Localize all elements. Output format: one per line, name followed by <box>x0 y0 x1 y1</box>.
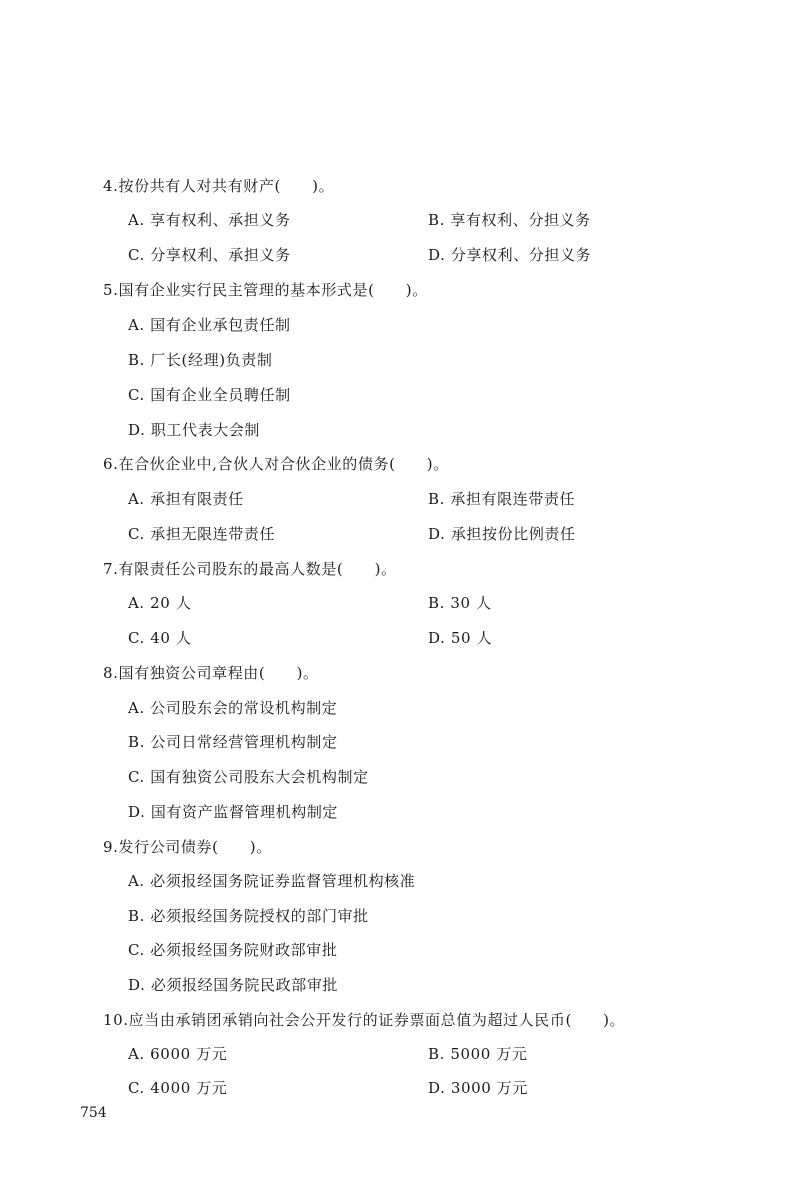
question-10-stem: 10.应当由承销团承销向社会公开发行的证券票面总值为超过人民币( )。 <box>103 1011 626 1029</box>
question-9-option-a: A. 必须报经国务院证券监督管理机构核准 <box>128 872 416 890</box>
question-8-option-d: D. 国有资产监督管理机构制定 <box>128 803 339 821</box>
question-6-stem: 6.在合伙企业中,合伙人对合伙企业的债务( )。 <box>103 455 449 473</box>
question-9-option-b: B. 必须报经国务院授权的部门审批 <box>128 907 369 925</box>
question-6-option-d: D. 承担按份比例责任 <box>428 525 576 543</box>
question-7-stem: 7.有限责任公司股东的最高人数是( )。 <box>103 560 397 578</box>
question-9-option-d: D. 必须报经国务院民政部审批 <box>128 976 339 994</box>
question-6-option-a: A. 承担有限责任 <box>128 490 244 508</box>
question-5-option-b: B. 厂长(经理)负责制 <box>128 351 273 369</box>
question-8-option-a: A. 公司股东会的常设机构制定 <box>128 699 338 717</box>
question-10-option-b: B. 5000 万元 <box>428 1045 528 1063</box>
question-7-option-c: C. 40 人 <box>128 629 192 647</box>
question-9-stem: 9.发行公司债券( )。 <box>103 838 272 856</box>
question-10-option-d: D. 3000 万元 <box>428 1079 528 1097</box>
question-5-option-d: D. 职工代表大会制 <box>128 421 261 439</box>
question-8-stem: 8.国有独资公司章程由( )。 <box>103 664 319 682</box>
question-10-option-c: C. 4000 万元 <box>128 1079 228 1097</box>
question-5-stem: 5.国有企业实行民主管理的基本形式是( )。 <box>103 281 428 299</box>
question-4-option-d: D. 分享权利、分担义务 <box>428 246 592 264</box>
question-4-stem: 4.按份共有人对共有财产( )。 <box>103 177 335 195</box>
question-7-option-d: D. 50 人 <box>428 629 493 647</box>
question-4-option-b: B. 享有权利、分担义务 <box>428 211 591 229</box>
question-4-option-a: A. 享有权利、承担义务 <box>128 211 291 229</box>
question-5-option-c: C. 国有企业全员聘任制 <box>128 386 291 404</box>
question-5-option-a: A. 国有企业承包责任制 <box>128 316 291 334</box>
question-7-option-a: A. 20 人 <box>128 594 192 612</box>
question-8-option-b: B. 公司日常经营管理机构制定 <box>128 733 338 751</box>
question-6-option-c: C. 承担无限连带责任 <box>128 525 276 543</box>
question-6-option-b: B. 承担有限连带责任 <box>428 490 576 508</box>
question-8-option-c: C. 国有独资公司股东大会机构制定 <box>128 768 369 786</box>
page-number: 754 <box>80 1105 107 1121</box>
question-7-option-b: B. 30 人 <box>428 594 492 612</box>
question-9-option-c: C. 必须报经国务院财政部审批 <box>128 941 338 959</box>
question-4-option-c: C. 分享权利、承担义务 <box>128 246 291 264</box>
question-10-option-a: A. 6000 万元 <box>128 1045 228 1063</box>
